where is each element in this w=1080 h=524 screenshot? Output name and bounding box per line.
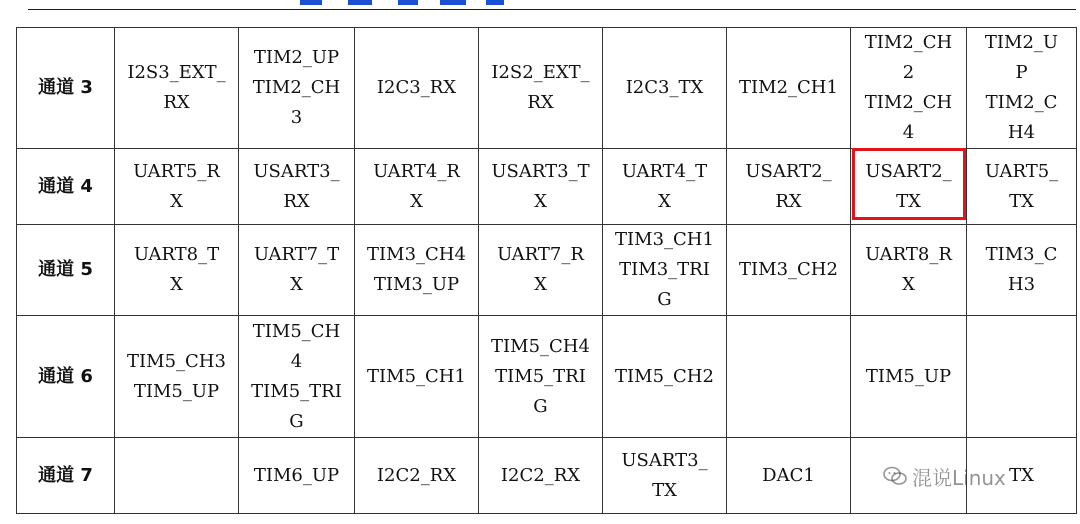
table-cell xyxy=(603,438,727,514)
table-cell xyxy=(967,316,1077,438)
cell-text: USART2_ TX xyxy=(865,160,952,212)
cell-text: USART2_ RX xyxy=(745,160,832,212)
table-cell xyxy=(239,316,355,438)
table-cell xyxy=(239,149,355,225)
watermark-text: 混说Linux xyxy=(912,465,1006,490)
table-cell xyxy=(115,225,239,316)
table-cell xyxy=(851,438,967,514)
cell-text: USART3_ TX xyxy=(621,449,708,501)
cell-text: UART8_R X xyxy=(865,244,952,295)
top-rule xyxy=(28,9,1076,10)
cell-text: TIM5_UP xyxy=(865,365,952,387)
cell-text: UART4_R X xyxy=(373,160,460,212)
table-cell xyxy=(239,438,355,514)
cell-text: UART5_ TX xyxy=(984,160,1059,212)
cell-text: UART7_R X xyxy=(497,244,584,295)
table-cell xyxy=(851,225,967,316)
table-cell xyxy=(967,149,1077,225)
cell-text: TIM2_CH 2 TIM2_CH 4 xyxy=(864,32,953,143)
cell-text: TIM3_CH1 TIM3_TRI G xyxy=(615,229,714,310)
cell-text: UART4_T X xyxy=(621,160,708,212)
channel-label: 通道 6 xyxy=(17,316,115,438)
table-cell xyxy=(967,438,1077,514)
cell-text: DAC1 xyxy=(762,464,815,486)
cell-text: I2C3_RX xyxy=(376,77,457,98)
table-cell xyxy=(727,438,851,514)
table-cell xyxy=(355,149,479,225)
table-cell xyxy=(355,225,479,316)
table-cell xyxy=(239,225,355,316)
cell-text: USART3_ RX xyxy=(253,160,340,212)
table-cell xyxy=(479,225,603,316)
cell-text: USART3_T X xyxy=(491,160,590,212)
cell-text: TIM5_CH4 TIM5_TRI G xyxy=(491,335,590,417)
cell-text: TIM5_CH 4 TIM5_TRI G xyxy=(251,320,342,432)
cell-text: UART7_T X xyxy=(253,244,340,295)
cell-text: TIM5_CH1 xyxy=(367,365,466,387)
cell-text: TIM5_CH3 TIM5_UP xyxy=(127,350,226,402)
table-cell xyxy=(727,316,851,438)
table-cell xyxy=(851,149,967,225)
cell-text: TIM2_UP TIM2_CH 3 xyxy=(252,47,341,128)
cell-text: TIM2_CH1 xyxy=(739,77,838,98)
table-cell xyxy=(851,28,967,149)
cell-text: TIM3_CH4 TIM3_UP xyxy=(367,244,466,295)
channel-label: 通道 5 xyxy=(17,225,115,316)
channel-label: 通道 4 xyxy=(17,149,115,225)
table-cell xyxy=(603,225,727,316)
table-row xyxy=(17,225,1077,316)
channel-label: 通道 7 xyxy=(17,438,115,514)
table-cell xyxy=(479,149,603,225)
table-cell xyxy=(479,316,603,438)
cell-text: UART5_R X xyxy=(133,160,220,212)
table-cell xyxy=(727,28,851,149)
table-cell xyxy=(115,316,239,438)
table-cell xyxy=(115,438,239,514)
cell-text: I2C3_TX xyxy=(625,77,704,98)
cell-text: I2S3_EXT_ RX xyxy=(127,62,226,113)
table-cell xyxy=(355,438,479,514)
cell-text: UART8_T X xyxy=(133,244,220,295)
cell-text: I2C2_RX xyxy=(376,464,457,486)
channel-label: 通道 3 xyxy=(17,28,115,149)
table-cell xyxy=(479,28,603,149)
dma-channel-table xyxy=(16,27,1077,514)
table-row xyxy=(17,316,1077,438)
table-cell xyxy=(603,149,727,225)
cell-text: TIM5_CH2 xyxy=(615,365,714,387)
cell-text: TIM3_CH2 xyxy=(739,259,838,280)
table-cell xyxy=(355,28,479,149)
table-cell xyxy=(851,316,967,438)
table-cell xyxy=(967,225,1077,316)
cell-text: TIM6_UP xyxy=(253,464,340,486)
table-cell xyxy=(727,149,851,225)
table-cell xyxy=(479,438,603,514)
table-row xyxy=(17,149,1077,225)
table-cell xyxy=(603,316,727,438)
top-heading-fragment xyxy=(300,0,505,6)
table-cell xyxy=(967,28,1077,149)
cell-text: I2C2_RX xyxy=(500,464,581,486)
table-cell xyxy=(355,316,479,438)
cell-text: TIM3_C H3 xyxy=(985,244,1058,295)
table-cell xyxy=(603,28,727,149)
table-cell xyxy=(115,28,239,149)
table-row xyxy=(17,28,1077,149)
cell-text: TIM2_U P TIM2_C H4 xyxy=(984,32,1059,143)
table-row xyxy=(17,438,1077,514)
table-cell xyxy=(239,28,355,149)
table-cell xyxy=(727,225,851,316)
table-cell xyxy=(115,149,239,225)
cell-text: I2S2_EXT_ RX xyxy=(491,62,590,113)
cell-text: TX xyxy=(1009,464,1034,486)
